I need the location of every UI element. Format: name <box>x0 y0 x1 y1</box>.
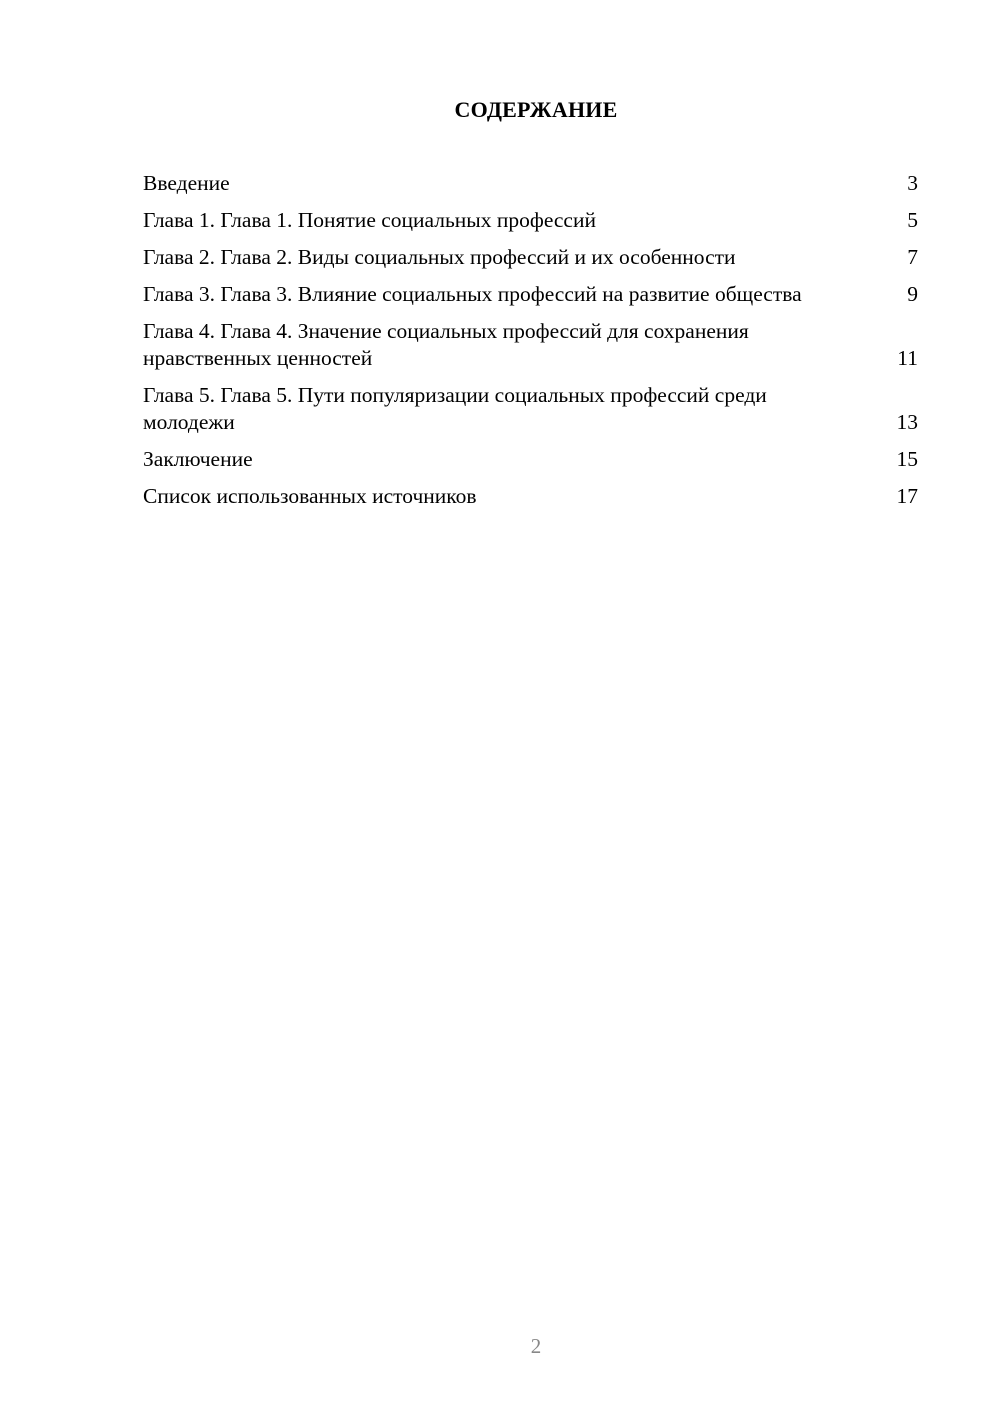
toc-entry-title: Глава 4. Глава 4. Значение социальных профессий для сохранения нравственных ценностей <box>143 319 749 370</box>
toc-entry-page: 5 <box>907 208 918 232</box>
toc-entry-title: Список использованных источников <box>143 484 477 508</box>
page-number: 2 <box>530 1334 542 1358</box>
page-title: СОДЕРЖАНИЕ <box>454 97 618 122</box>
toc-entry-title: Введение <box>143 171 230 195</box>
toc-entry-page: 15 <box>896 447 918 471</box>
toc-entry-title: Заключение <box>143 447 253 471</box>
toc-entry-chapter-5 <box>143 382 918 436</box>
toc-entry-chapter-2 <box>143 244 918 271</box>
toc-entry-page: 11 <box>897 346 918 370</box>
toc-entry-introduction <box>143 170 918 197</box>
toc-entry-title: Глава 1. Глава 1. Понятие социальных профессий <box>143 208 596 232</box>
toc-entry-title: Глава 3. Глава 3. Влияние социальных профессий на развитие общества <box>143 282 802 306</box>
toc-entry-chapter-4 <box>143 318 918 372</box>
toc-entry-chapter-3 <box>143 281 918 308</box>
toc-entry-title: Глава 5. Глава 5. Пути популяризации социальных профессий среди молодежи <box>143 383 767 434</box>
toc-entry-page: 13 <box>896 410 918 434</box>
toc-entry-page: 17 <box>896 484 918 508</box>
toc-entry-page: 9 <box>907 282 918 306</box>
toc-entry-title: Глава 2. Глава 2. Виды социальных профессий и их особенности <box>143 245 736 269</box>
toc-entry-chapter-1 <box>143 207 918 234</box>
toc-entry-conclusion <box>143 446 918 473</box>
toc-entry-page: 3 <box>907 171 918 195</box>
toc-entry-references <box>143 483 918 510</box>
toc-entry-page: 7 <box>907 245 918 269</box>
table-of-contents <box>143 170 918 520</box>
